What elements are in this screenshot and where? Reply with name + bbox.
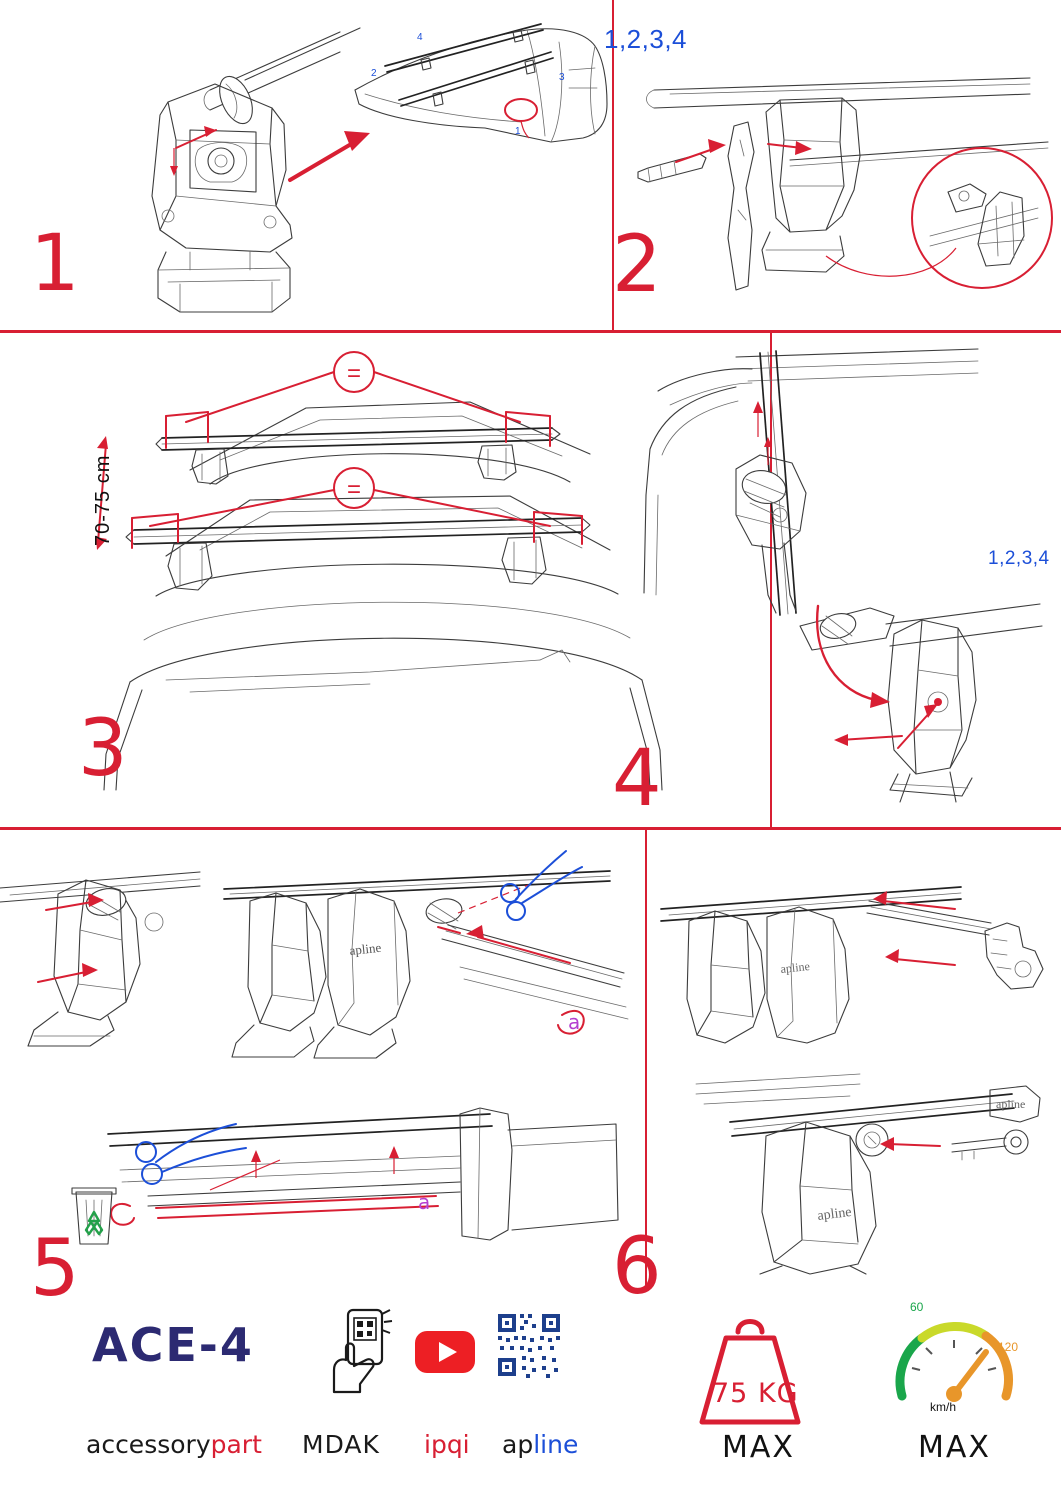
svg-text:1: 1 [515,126,521,137]
step-number-6: 6 [612,1222,660,1312]
weight-icon [690,1310,810,1435]
divider-step5-step6 [645,830,647,1290]
speed-tick-60: 60 [910,1300,924,1314]
model-name: ACE-4 [92,1318,254,1372]
svg-text:=: = [346,476,362,503]
step-5-foot-detail [0,860,214,1050]
logo-apline-dark: ap [502,1430,534,1459]
logo-mdak [302,1430,380,1459]
step-6-slide-endcap [655,865,1055,1045]
scan-qr-hand-icon [322,1308,394,1399]
trim-letter-a-bottom: a [418,1190,431,1214]
svg-text:=: = [346,360,362,387]
logo-ipqi-text: ipqi [424,1430,470,1459]
step-number-2: 2 [612,220,660,310]
logo-accessorypart-red: part [210,1430,262,1459]
max-load-caption: MAX [722,1430,795,1465]
divider-row-1 [0,330,1061,333]
step-6-lock-detail [690,1060,1050,1275]
step-4-callout: 1,2,3,4 [988,548,1050,569]
max-load-value: 75 KG [712,1378,799,1409]
speed-unit-label: km/h [930,1400,957,1414]
step-number-5: 5 [30,1224,78,1314]
dimension-label: 70-75 cm [92,454,114,546]
divider-row-2 [0,827,1061,830]
step-number-3: 3 [78,704,126,794]
svg-text:apline: apline [816,1204,853,1224]
step-5-strip-cut [210,845,630,1060]
step-4-illustration-upper [640,345,980,625]
step-1-vehicle-overview [345,18,625,158]
step-number-4: 4 [612,734,660,824]
youtube-icon[interactable] [414,1330,476,1379]
svg-text:apline: apline [996,1097,1026,1111]
logo-accessorypart-dark: accessory [86,1430,211,1459]
speed-tick-120: 120 [998,1340,1019,1354]
qr-code-icon[interactable] [496,1312,562,1383]
svg-text:3: 3 [559,72,565,83]
logo-apline-blue: line [533,1430,579,1459]
logo-ipqi [424,1430,470,1459]
trim-letter-a-top: a [568,1010,581,1034]
svg-text:2: 2 [371,68,377,79]
svg-text:apline: apline [779,958,811,976]
logo-apline [502,1430,578,1459]
max-speed-caption: MAX [918,1430,991,1465]
step-2-callout: 1,2,3,4 [604,24,688,54]
step-5-trim-and-discard [60,1090,620,1280]
logo-accessorypart [86,1430,262,1459]
step-number-1: 1 [30,219,78,309]
logo-mdak-text: MDAK [302,1430,380,1459]
svg-text:apline: apline [348,939,382,958]
svg-text:4: 4 [417,32,423,43]
step-2-illustration [630,60,1050,310]
step-4-flow-arrow [810,600,910,720]
